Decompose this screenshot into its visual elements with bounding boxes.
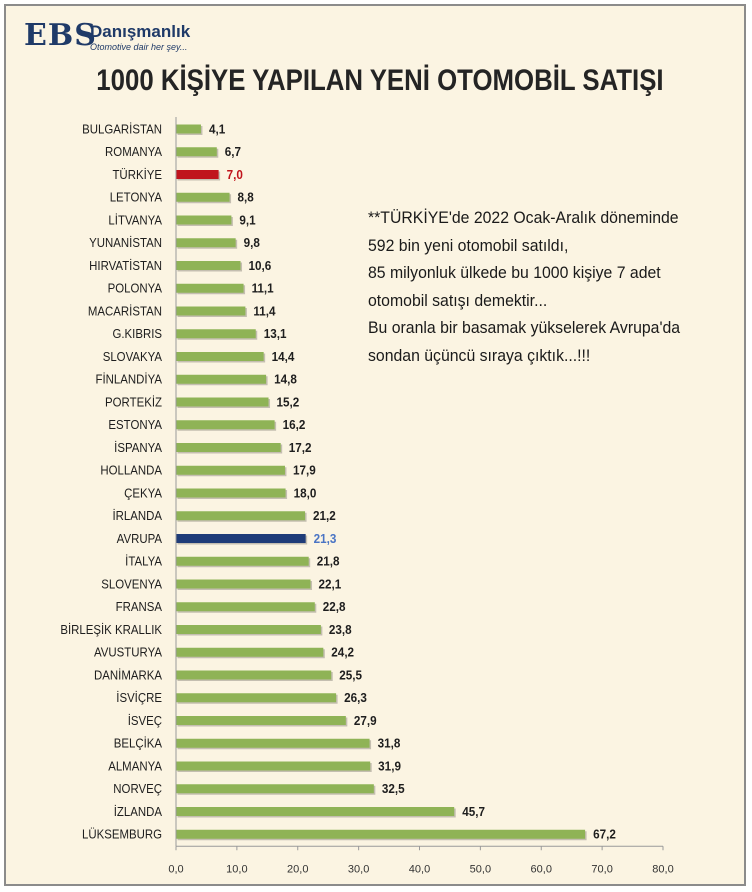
bar — [176, 147, 217, 156]
x-tick-label: 80,0 — [652, 863, 674, 876]
bar — [176, 170, 219, 179]
bar — [176, 398, 269, 407]
bar — [176, 625, 321, 634]
bar — [176, 830, 585, 839]
value-label: 7,0 — [226, 167, 243, 183]
value-label: 17,2 — [288, 440, 312, 456]
category-label: ROMANYA — [105, 144, 162, 160]
value-label: 9,8 — [243, 235, 260, 251]
chart-title: 1000 KİŞİYE YAPILAN YENİ OTOMOBİL SATIŞI — [96, 64, 664, 97]
category-label: İSPANYA — [114, 440, 162, 456]
category-label: PORTEKİZ — [105, 394, 162, 410]
value-label: 27,9 — [353, 713, 377, 729]
bar — [176, 739, 370, 748]
bar — [176, 762, 370, 771]
bar — [176, 716, 346, 725]
logo-brand: EBS — [24, 18, 97, 53]
category-label: İSVEÇ — [127, 713, 162, 729]
note-line: otomobil satışı demektir... — [368, 290, 548, 310]
category-label: LÜKSEMBURG — [81, 827, 162, 842]
value-label: 4,1 — [208, 121, 226, 137]
category-label: POLONYA — [107, 281, 162, 296]
value-label: 6,7 — [224, 144, 242, 160]
bar — [176, 261, 241, 270]
x-tick-label: 70,0 — [591, 863, 613, 876]
bar — [176, 375, 266, 384]
category-label: G.KIBRIS — [112, 326, 162, 342]
value-label: 14,8 — [274, 372, 297, 387]
category-label: ÇEKYA — [124, 485, 162, 501]
value-label: 14,4 — [271, 349, 295, 365]
bar — [176, 307, 245, 316]
category-label: HIRVATİSTAN — [89, 258, 162, 274]
value-label: 67,2 — [593, 827, 616, 842]
value-label: 11,1 — [251, 281, 274, 296]
bar — [176, 648, 323, 657]
value-label: 13,1 — [263, 326, 287, 342]
bar — [176, 557, 309, 566]
x-tick-label: 40,0 — [408, 863, 431, 876]
bar — [176, 443, 281, 452]
category-label: TÜRKİYE — [112, 167, 162, 183]
value-label: 31,8 — [377, 736, 401, 751]
note-line: sondan üçüncü sıraya çıktık...!!! — [368, 345, 591, 365]
category-label: MACARİSTAN — [87, 303, 162, 319]
category-label: BELÇİKA — [113, 736, 162, 751]
value-label: 11,4 — [253, 303, 276, 319]
value-label: 23,8 — [328, 622, 352, 638]
bar-chart — [6, 6, 748, 888]
bar — [176, 602, 315, 611]
note-line: **TÜRKİYE'de 2022 Ocak-Aralık döneminde — [368, 208, 679, 227]
category-label: İZLANDA — [113, 804, 162, 820]
value-label: 31,9 — [378, 758, 401, 774]
bar — [176, 466, 285, 475]
category-label: FİNLANDİYA — [95, 372, 162, 387]
value-label: 21,3 — [313, 531, 337, 547]
bar — [176, 489, 286, 498]
bar — [176, 420, 275, 429]
bar — [176, 125, 201, 134]
category-label: ALMANYA — [108, 758, 162, 774]
bar — [176, 784, 374, 793]
value-label: 21,8 — [316, 554, 340, 569]
value-label: 22,1 — [318, 576, 342, 592]
category-label: SLOVAKYA — [102, 349, 162, 365]
value-label: 9,1 — [239, 212, 256, 228]
note-line: Bu oranla bir basamak yükselerek Avrupa'da — [368, 318, 681, 337]
value-label: 26,3 — [344, 690, 367, 706]
annotation-note — [368, 204, 712, 369]
x-tick-label: 10,0 — [226, 863, 248, 876]
bar — [176, 580, 311, 589]
bar — [176, 352, 264, 361]
category-label: FRANSA — [115, 599, 162, 615]
value-label: 21,2 — [313, 508, 336, 524]
category-label: SLOVENYA — [101, 576, 162, 592]
category-label: BİRLEŞİK KRALLIK — [60, 622, 162, 638]
value-label: 17,9 — [292, 463, 316, 478]
note-line: 592 bin yeni otomobil satıldı, — [368, 235, 569, 255]
value-label: 24,2 — [331, 645, 355, 660]
value-label: 18,0 — [293, 485, 317, 501]
value-label: 10,6 — [248, 258, 272, 274]
value-label: 8,8 — [237, 190, 254, 205]
category-label: ESTONYA — [108, 417, 162, 433]
x-tick-label: 50,0 — [469, 863, 492, 876]
x-tick-label: 30,0 — [347, 863, 370, 876]
x-tick-label: 0,0 — [168, 863, 184, 876]
bar — [176, 193, 230, 202]
bar — [176, 238, 236, 247]
chart-frame — [4, 4, 746, 886]
x-tick-label: 60,0 — [530, 863, 552, 876]
x-tick-label: 20,0 — [287, 863, 309, 876]
bar — [176, 534, 306, 543]
value-label: 32,5 — [381, 781, 405, 797]
bar — [176, 511, 305, 520]
category-label: AVRUPA — [116, 531, 162, 547]
bar — [176, 329, 256, 338]
value-label: 45,7 — [462, 804, 485, 820]
category-label: BULGARİSTAN — [82, 121, 162, 137]
category-label: HOLLANDA — [100, 463, 162, 478]
bar — [176, 671, 331, 680]
value-label: 25,5 — [339, 667, 362, 683]
value-label: 15,2 — [276, 394, 300, 410]
category-label: AVUSTURYA — [94, 645, 162, 660]
bar — [176, 807, 454, 816]
category-label: İSVİÇRE — [116, 690, 162, 706]
bar — [176, 284, 244, 293]
logo-tagline: Otomotive dair her şey... — [90, 42, 188, 52]
category-label: LETONYA — [109, 190, 162, 205]
category-label: LİTVANYA — [108, 212, 162, 228]
logo-name: Danışmanlık — [90, 22, 191, 41]
value-label: 16,2 — [282, 417, 306, 433]
category-label: YUNANİSTAN — [89, 235, 162, 251]
bar — [176, 216, 231, 225]
bar — [176, 693, 336, 702]
note-line: 85 milyonluk ülkede bu 1000 kişiye 7 adet — [368, 263, 661, 282]
category-label: İTALYA — [125, 554, 162, 569]
category-label: İRLANDA — [112, 508, 162, 524]
value-label: 22,8 — [322, 599, 346, 615]
category-label: NORVEÇ — [113, 781, 162, 797]
category-label: DANİMARKA — [94, 667, 162, 683]
